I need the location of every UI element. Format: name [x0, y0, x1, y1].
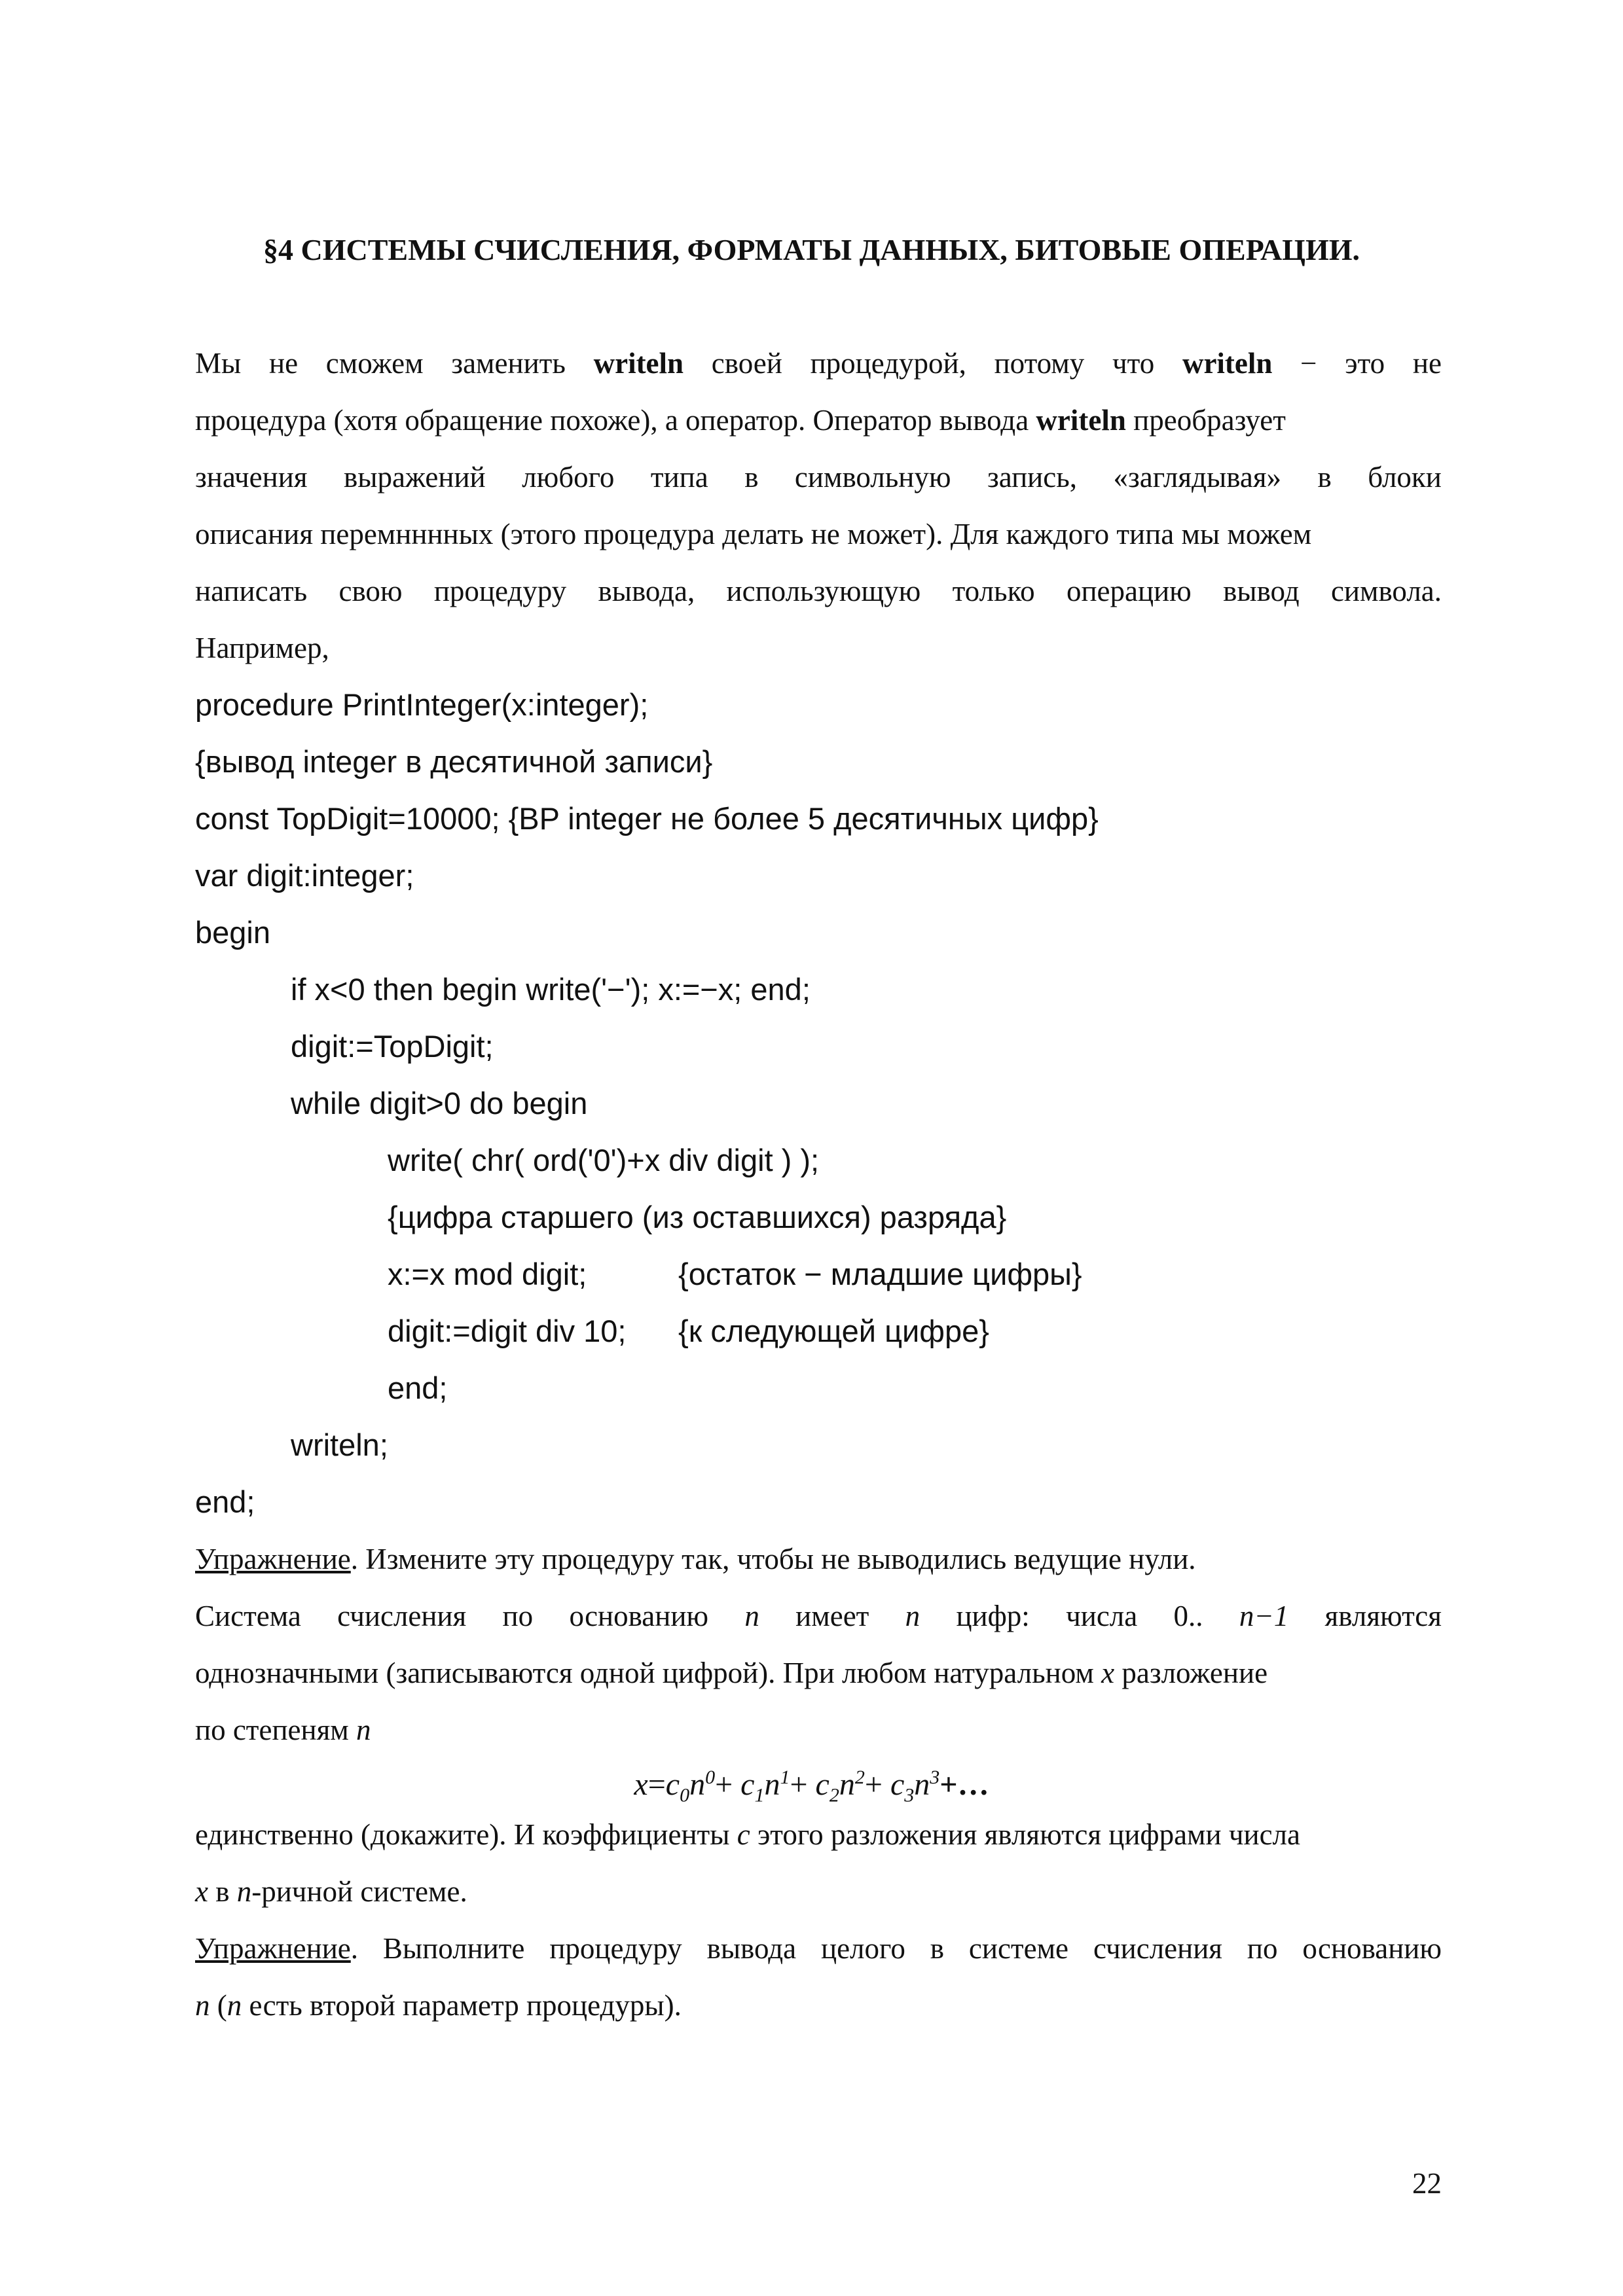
word: Выполните [382, 1932, 525, 1965]
code-line-4: var digit:integer; [195, 858, 414, 893]
math-var: x [195, 1875, 208, 1908]
code-line-6: if x<0 then begin write('−'); x:=−x; end; [291, 972, 811, 1007]
keyword-writeln: writeln [1036, 404, 1126, 437]
formula-part: 0 [705, 1767, 716, 1788]
exercise-2-line-2 [195, 1986, 682, 2025]
code-line-5: begin [195, 915, 270, 950]
text: в [208, 1875, 237, 1908]
keyword-writeln: writeln [1182, 347, 1273, 380]
word: символьную [794, 461, 951, 493]
formula-part: c [740, 1767, 755, 1802]
text: преобразует [1125, 404, 1286, 437]
code-line-3: const TopDigit=10000; {BP integer не более 5 десятичных цифр} [195, 801, 1099, 836]
numsys-line-3 [195, 1710, 371, 1749]
word: любого [522, 461, 615, 493]
formula-part: x [634, 1767, 648, 1802]
word: свою [338, 575, 403, 607]
code-line-8: while digit>0 do begin [291, 1086, 588, 1121]
math-var: n [744, 1600, 759, 1632]
word: в [744, 461, 759, 493]
word: процедурой, [810, 347, 966, 380]
word: «заглядывая» [1113, 461, 1282, 493]
formula-part: n [764, 1767, 780, 1802]
intro-line-6: Например, [195, 632, 329, 664]
exercise-label: Упражнение [195, 1932, 351, 1965]
formula-part: + [790, 1767, 816, 1802]
code-statement: x:=x mod digit; [388, 1257, 587, 1291]
code-line-2: {вывод integer в десятичной записи} [195, 744, 713, 779]
word: вывода, [598, 575, 695, 607]
numsys-line-1 [195, 1596, 1442, 1636]
code-comment: {к следующей цифре} [678, 1314, 989, 1348]
formula-part: 0 [680, 1784, 690, 1806]
text: по степеням [195, 1713, 357, 1746]
word: Мы [195, 347, 242, 380]
code-line-11 [388, 1255, 1108, 1294]
text: единственно (докажите). И коэффициенты [195, 1818, 737, 1851]
word: написать [195, 575, 308, 607]
word: потому [994, 347, 1085, 380]
word: выражений [343, 461, 486, 493]
code-line-9: write( chr( ord('0')+x div digit ) ); [388, 1143, 820, 1177]
intro-line-3 [195, 457, 1442, 497]
code-line-14: writeln; [291, 1427, 388, 1462]
word: 0.. [1173, 1600, 1203, 1632]
word: имеет [795, 1600, 869, 1632]
exercise-1 [195, 1539, 1196, 1579]
math-var: n [236, 1875, 252, 1908]
code-line-7: digit:=TopDigit; [291, 1029, 494, 1064]
word: цифр: [956, 1600, 1030, 1632]
after-line-1 [195, 1815, 1300, 1854]
page-number: 22 [1412, 2167, 1442, 2200]
word: сможем [325, 347, 424, 380]
math-var: x [1101, 1657, 1115, 1689]
math-var: n [905, 1600, 921, 1632]
after-line-2 [195, 1872, 467, 1911]
word: запись, [987, 461, 1078, 493]
word: целого [820, 1932, 905, 1965]
math-var: n [195, 1989, 210, 2022]
intro-line-2 [195, 401, 1286, 440]
formula-part: n [914, 1767, 930, 1802]
code-line-13: end; [388, 1371, 448, 1405]
formula-part: c [815, 1767, 830, 1802]
text: процедура (хотя обращение похоже), а оператор. Оператор вывода [195, 404, 1036, 437]
word: числа [1066, 1600, 1138, 1632]
word: по [502, 1600, 534, 1632]
word: это [1345, 347, 1385, 380]
formula-part: = [647, 1767, 666, 1802]
formula-part: + [715, 1767, 741, 1802]
word: своей [711, 347, 782, 380]
formula-part: c [665, 1767, 680, 1802]
word: в [1317, 461, 1332, 493]
numsys-line-2 [195, 1653, 1267, 1693]
text: этого разложения являются цифрами числа [750, 1818, 1300, 1851]
math-var: n [356, 1713, 371, 1746]
exercise-label-group: Упражнение. [195, 1932, 358, 1965]
keyword-writeln: writeln [593, 347, 684, 380]
text: -ричной системе. [251, 1875, 467, 1908]
math-var: c [737, 1818, 750, 1851]
formula-part: 2 [829, 1784, 839, 1806]
code-line-1: procedure PrintInteger(x:integer); [195, 687, 649, 722]
text: есть второй параметр процедуры). [242, 1989, 682, 2022]
word: блоки [1368, 461, 1442, 493]
word: значения [195, 461, 308, 493]
word: основанию [569, 1600, 709, 1632]
word: типа [650, 461, 708, 493]
word: вывод [1223, 575, 1300, 607]
text: разложение [1114, 1657, 1268, 1689]
word: заменить [451, 347, 566, 380]
intro-line-5 [195, 571, 1442, 611]
formula-part: 1 [780, 1767, 790, 1788]
text: . Измените эту процедуру так, чтобы не выводились ведущие нули. [350, 1543, 1196, 1575]
word: счисления [1093, 1932, 1222, 1965]
word: процедуру [549, 1932, 682, 1965]
word: что [1112, 347, 1155, 380]
word: по [1247, 1932, 1278, 1965]
word: использующую [726, 575, 921, 607]
code-line-15: end; [195, 1484, 255, 1519]
word: в [930, 1932, 944, 1965]
math-var: n−1 [1239, 1600, 1289, 1632]
word: − [1300, 347, 1317, 380]
word: являются [1324, 1600, 1442, 1632]
word: операцию [1066, 575, 1192, 607]
code-line-12 [388, 1312, 1108, 1351]
word: процедуру [433, 575, 567, 607]
formula-part: c [890, 1767, 905, 1802]
word: только [952, 575, 1035, 607]
intro-line-1 [195, 344, 1442, 383]
word: Система [195, 1600, 301, 1632]
formula-part: n [839, 1767, 855, 1802]
code-statement: digit:=digit div 10; [388, 1314, 627, 1348]
word: символа. [1330, 575, 1442, 607]
expansion-formula [0, 1758, 1623, 1816]
word: не [268, 347, 299, 380]
formula-part: 3 [904, 1784, 915, 1806]
formula-part: 3 [930, 1767, 940, 1788]
word: системе [968, 1932, 1069, 1965]
formula-part: 2 [854, 1767, 865, 1788]
exercise-label: Упражнение [195, 1543, 351, 1575]
math-var: n [227, 1989, 242, 2022]
formula-part: +… [939, 1767, 989, 1802]
text: однозначными (записываются одной цифрой). При любом натуральном [195, 1657, 1102, 1689]
formula-part: 1 [754, 1784, 765, 1806]
intro-line-4: описания перемнннных (этого процедура делать не может). Для каждого типа мы можем [195, 518, 1312, 550]
section-heading: §4 СИСТЕМЫ СЧИСЛЕНИЯ, ФОРМАТЫ ДАННЫХ, БИТОВЫЕ ОПЕРАЦИИ. [263, 233, 1360, 266]
word: вывода [706, 1932, 797, 1965]
exercise-2-line-1 [195, 1929, 1442, 1968]
text: ( [210, 1989, 227, 2022]
word: основанию [1302, 1932, 1442, 1965]
code-line-10: {цифра старшего (из оставшихся) разряда} [388, 1200, 1007, 1234]
formula-part: n [689, 1767, 706, 1802]
word: счисления [337, 1600, 467, 1632]
code-comment: {остаток − младшие цифры} [678, 1257, 1082, 1291]
word: не [1412, 347, 1442, 380]
formula-part: + [864, 1767, 890, 1802]
